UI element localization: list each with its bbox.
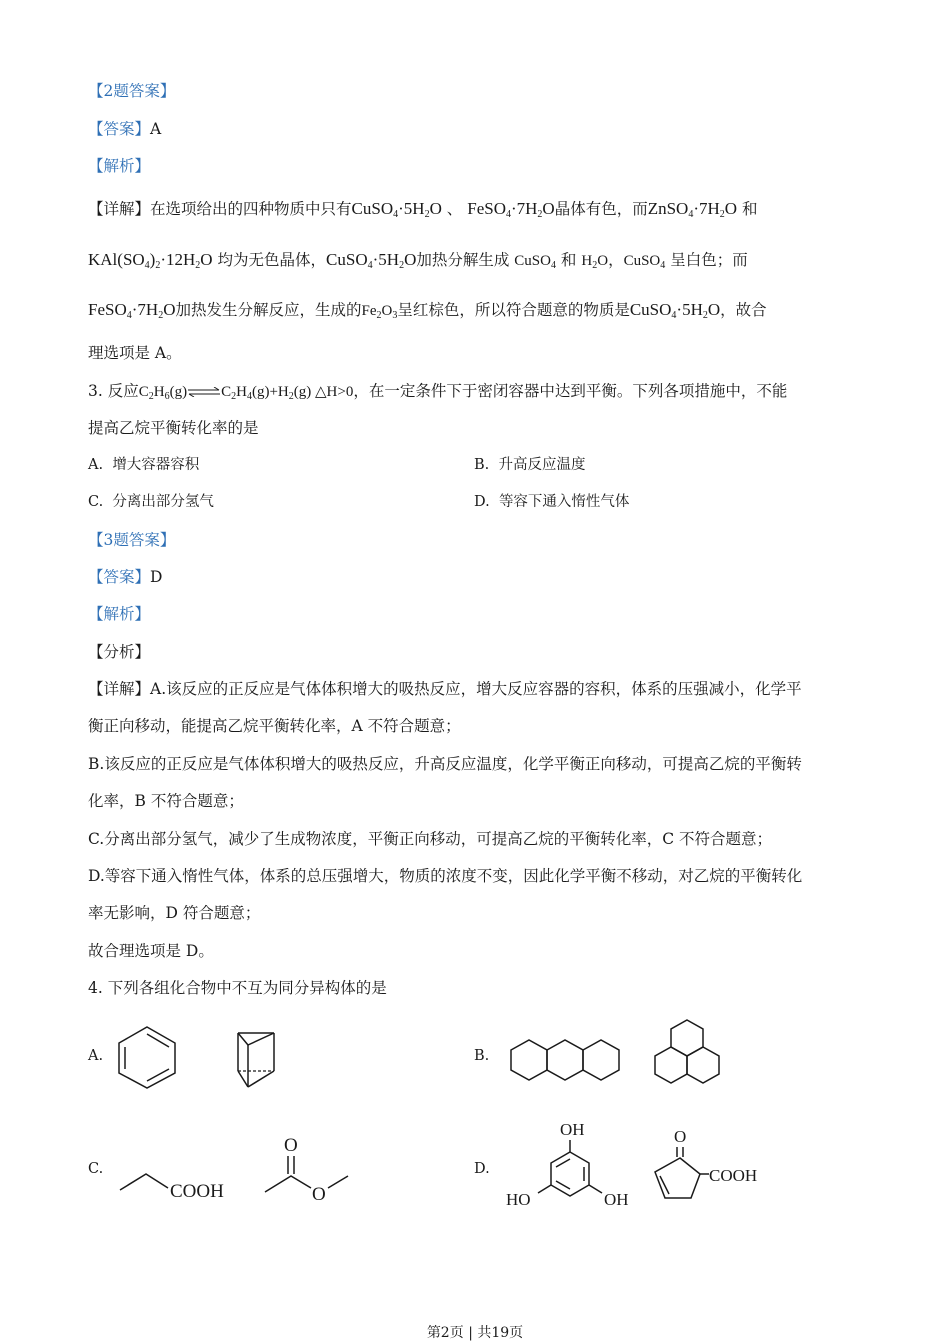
q3-detail-line-5: C.分离出部分氢气，减少了生成物浓度，平衡正向移动，可提高乙烷的平衡转化率，C 不符合题意； xyxy=(88,830,773,848)
option-label: D. xyxy=(474,494,490,510)
q3-answer-tag: 【3题答案】 xyxy=(88,531,176,549)
q3-stem-line-2: 提高乙烷平衡转化率的是 xyxy=(88,419,259,437)
option-text: 分离出部分氢气 xyxy=(112,494,214,510)
perhydrophenalene-structure-icon xyxy=(648,1016,726,1092)
q2-detail-line-1 xyxy=(88,198,758,220)
q3-option-d[interactable] xyxy=(474,491,629,513)
answer-value: A xyxy=(150,120,162,138)
question-text: 反应 xyxy=(107,382,139,400)
question-number: 3. xyxy=(88,382,103,400)
formula-cuso4: CuSO$_4$ xyxy=(514,253,556,271)
option-text: 升高反应温度 xyxy=(498,457,586,473)
q4-stem xyxy=(88,977,387,999)
formula-feso4-7h2o: $FeSO_4\cdot 7H_2O$ xyxy=(88,300,176,321)
q3-detail-line-1 xyxy=(88,678,802,700)
detail-text: 加热分解生成 xyxy=(416,251,510,269)
answer-label: 【答案】 xyxy=(88,568,151,586)
q3-detail-line-4: 化率，B 不符合题意； xyxy=(88,792,244,810)
q2-detail-line-4: 理选项是 A。 xyxy=(88,344,182,362)
d-cooh-label: COOH xyxy=(709,1166,758,1185)
q2-detail-line-2 xyxy=(88,249,748,272)
c-ester-o-label: O xyxy=(312,1184,326,1205)
equilibrium-arrow-icon xyxy=(187,382,221,404)
page-footer xyxy=(0,1322,950,1342)
q4-option-b-label[interactable]: B. xyxy=(474,1048,490,1064)
question-text: ，在一定条件下于密闭容器中达到平衡。下列各项措施中，不能 xyxy=(353,382,788,400)
detail-text: 在选项给出的四种物质中只有 xyxy=(150,200,352,218)
q2-detail-line-3 xyxy=(88,299,767,322)
q4-option-a-label[interactable]: A. xyxy=(88,1048,104,1064)
detail-text: 和 xyxy=(742,200,758,218)
d-oh-top-label: OH xyxy=(560,1120,585,1139)
detail-text: A.该反应的正反应是气体体积增大的吸热反应，增大反应容器的容积，体系的压强减小，化学平 xyxy=(150,680,802,698)
c-carbonyl-o-label: O xyxy=(284,1135,298,1156)
c-cooh-label: COOH xyxy=(170,1181,224,1202)
q3-option-b[interactable] xyxy=(474,454,585,476)
q3-detail-line-6: D.等容下通入惰性气体，体系的总压强增大，物质的浓度不变，因此化学平衡不移动，对乙烷的平衡转化 xyxy=(88,867,803,885)
option-label: A. xyxy=(88,457,104,473)
detail-label: 【详解】 xyxy=(88,200,151,218)
answer-value: D xyxy=(150,568,163,586)
question-number: 4. xyxy=(88,979,103,997)
phloroglucinol-structure-icon xyxy=(500,1118,640,1218)
prismane-structure-icon xyxy=(230,1027,278,1091)
formula-h2o: $H_2O$ xyxy=(581,253,609,271)
option-text: 等容下通入惰性气体 xyxy=(498,494,630,510)
d-ketone-o-label: O xyxy=(674,1127,687,1146)
formula-feso4-7h2o: $FeSO_4\cdot 7H_2O$ xyxy=(467,199,555,220)
q3-stem-line-1 xyxy=(88,380,787,404)
formula-znso4-7h2o: $ZnSO_4\cdot 7H_2O$ xyxy=(647,199,738,220)
q2-analysis-label: 【解析】 xyxy=(88,157,151,175)
footer-divider: | xyxy=(468,1325,473,1341)
question-text: 下列各组化合物中不互为同分异构体的是 xyxy=(107,979,387,997)
detail-text: 呈白色；而 xyxy=(670,251,748,269)
formula-cuso4-5h2o: $CuSO_4\cdot 5H_2O$ xyxy=(326,250,417,271)
q3-analysis-label: 【解析】 xyxy=(88,605,151,623)
separator: 、 xyxy=(446,200,463,218)
formula-fe2o3: $Fe_2O_3$ xyxy=(361,303,398,321)
formula-kal: $KAl(SO_4)_2\cdot 12H_2O$ xyxy=(88,250,213,271)
oxocyclopentene-carboxylic-acid-structure-icon xyxy=(645,1122,765,1206)
q4-option-c-label[interactable]: C. xyxy=(88,1161,104,1177)
formula-cuso4: CuSO$_4$ xyxy=(623,253,666,271)
detail-text: 和 xyxy=(560,251,577,269)
formula-cuso4-5h2o: $CuSO_4\cdot 5H_2O$ xyxy=(629,300,721,321)
q3-detail-line-2: 衡正向移动，能提高乙烷平衡转化率，A 不符合题意； xyxy=(88,717,461,735)
option-label: B. xyxy=(474,457,490,473)
perhydroanthracene-structure-icon xyxy=(508,1038,620,1084)
page-total: 共19页 xyxy=(477,1325,524,1341)
q3-option-a[interactable] xyxy=(88,454,199,476)
benzene-structure-icon xyxy=(115,1025,181,1089)
q3-fenxi-label: 【分析】 xyxy=(88,643,151,661)
detail-text: ，故合 xyxy=(720,301,767,319)
formula-cuso4-5h2o: $CuSO_4\cdot 5H_2O$ xyxy=(351,199,442,220)
detail-text: 加热发生分解反应，生成的 xyxy=(175,301,362,319)
propanoic-acid-structure-icon xyxy=(118,1168,238,1204)
methyl-acetate-structure-icon xyxy=(262,1130,352,1205)
detail-text: 晶体有色，而 xyxy=(554,200,648,218)
page-number: 第2页 xyxy=(426,1325,464,1341)
q2-answer-tag: 【2题答案】 xyxy=(88,82,176,100)
q3-detail-line-8: 故合理选项是 D。 xyxy=(88,942,214,960)
d-oh-right-label: OH xyxy=(604,1190,629,1209)
q3-detail-line-7: 率无影响，D 符合题意； xyxy=(88,904,261,922)
d-ho-left-label: HO xyxy=(506,1190,531,1209)
detail-text: 均为无色晶体， xyxy=(217,251,327,269)
q2-answer-line xyxy=(88,118,161,140)
option-label: C. xyxy=(88,494,104,510)
detail-text: ， xyxy=(608,251,624,269)
detail-text: 呈红棕色，所以符合题意的物质是 xyxy=(397,301,630,319)
reaction-equation: $C_2H_6(g)$ $C_2H_4(g)+H_2(g)$ △H>0 xyxy=(139,384,354,400)
answer-label: 【答案】 xyxy=(88,120,151,138)
q3-answer-line xyxy=(88,566,162,588)
detail-label: 【详解】 xyxy=(88,680,151,698)
q3-option-c[interactable] xyxy=(88,491,214,513)
q3-detail-line-3: B.该反应的正反应是气体体积增大的吸热反应，升高反应温度，化学平衡正向移动，可提高乙烷的平衡转 xyxy=(88,755,802,773)
q4-option-d-label[interactable]: D. xyxy=(474,1161,490,1177)
option-text: 增大容器容积 xyxy=(112,457,200,473)
